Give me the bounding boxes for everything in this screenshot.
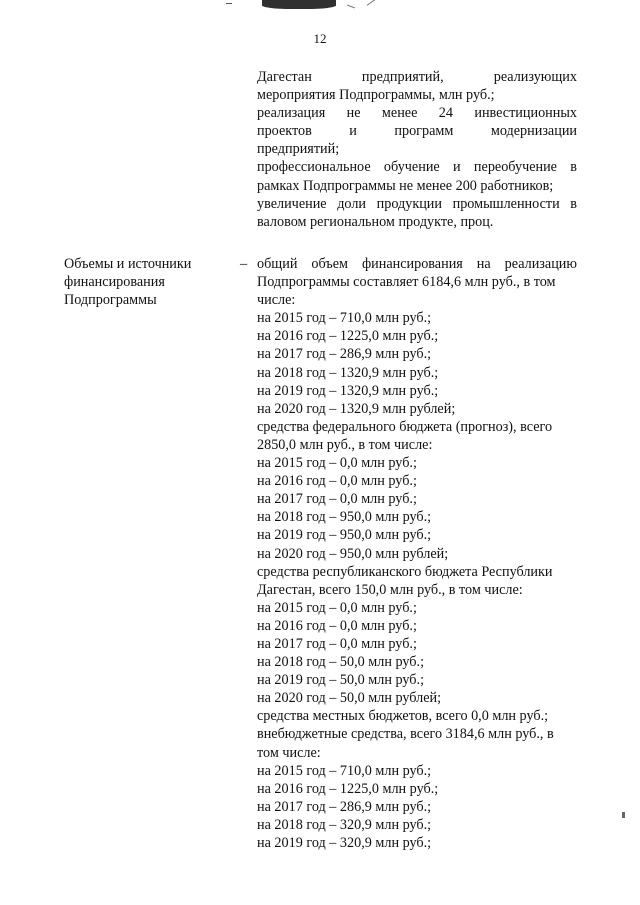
text-line: реализация не менее 24 инвестиционных [257,105,577,122]
text-line: на 2016 год – 1225,0 млн руб.; [257,328,439,345]
scan-artifact [226,3,232,4]
text-line: увеличение доли продукции промышленности в [257,195,577,212]
financing-details [257,255,577,852]
text-line: на 2015 год – 710,0 млн руб.; [257,762,432,779]
text-line: на 2020 год – 50,0 млн рублей; [257,690,442,707]
scan-artifact [622,812,625,818]
text-line: средства местных бюджетов, всего 0,0 млн руб.; [257,708,549,725]
text-line: на 2016 год – 1225,0 млн руб.; [257,780,439,797]
text-line: на 2018 год – 1320,9 млн руб.; [257,364,439,381]
text-line: на 2019 год – 320,9 млн руб.; [257,835,432,851]
text-line: Подпрограммы составляет 6184,6 млн руб., в том [257,274,556,291]
text-line: на 2019 год – 1320,9 млн руб.; [257,382,439,399]
text-line: на 2016 год – 0,0 млн руб.; [257,473,417,490]
text-line: на 2019 год – 50,0 млн руб.; [257,672,425,689]
text-line: Дагестан предприятий, реализующих [257,69,577,85]
text-line: на 2016 год – 0,0 млн руб.; [257,617,417,634]
text-line: на 2019 год – 950,0 млн руб.; [257,527,432,544]
text-line: профессиональное обучение и переобучение в [257,159,577,176]
text-line: числе: [257,292,296,309]
text-line: валовом региональном продукте, проц. [257,213,494,230]
scan-artifact [262,0,336,9]
text-line: рамках Подпрограммы не менее 200 работников; [257,177,554,194]
scan-artifact [367,0,376,6]
text-line: мероприятия Подпрограммы, млн руб.; [257,87,495,104]
text-line: внебюджетные средства, всего 3184,6 млн руб., в [257,726,554,743]
label-line: Подпрограммы [64,292,157,309]
text-line: 2850,0 млн руб., в том числе: [257,436,433,453]
text-line: на 2020 год – 950,0 млн рублей; [257,545,449,562]
label-line: Объемы и источники [64,256,192,272]
scan-artifact [347,5,355,9]
text-line: на 2017 год – 286,9 млн руб.; [257,346,432,363]
text-line: средства федерального бюджета (прогноз), всего [257,418,553,435]
text-line: на 2017 год – 0,0 млн руб.; [257,635,417,652]
indicators-continuation [257,68,577,231]
label-dash: – [240,256,248,272]
text-line: на 2018 год – 950,0 млн руб.; [257,509,432,526]
text-line: проектов и программ модернизации [257,123,577,140]
text-line: Дагестан, всего 150,0 млн руб., в том числе: [257,581,523,598]
text-line: на 2015 год – 0,0 млн руб.; [257,599,417,616]
text-line: на 2015 год – 0,0 млн руб.; [257,455,417,472]
text-line: средства республиканского бюджета Республики [257,563,553,580]
text-line: на 2015 год – 710,0 млн руб.; [257,310,432,327]
text-line: на 2018 год – 50,0 млн руб.; [257,654,425,671]
text-line: том числе: [257,744,321,761]
text-line: предприятий; [257,141,340,158]
text-line: на 2017 год – 0,0 млн руб.; [257,491,417,508]
text-line: общий объем финансирования на реализацию [257,256,577,272]
label-line: финансирования [64,274,165,291]
text-line: на 2020 год – 1320,9 млн рублей; [257,400,456,417]
financing-label [64,255,234,309]
page-number: 12 [313,31,327,46]
text-line: на 2018 год – 320,9 млн руб.; [257,816,432,833]
text-line: на 2017 год – 286,9 млн руб.; [257,798,432,815]
